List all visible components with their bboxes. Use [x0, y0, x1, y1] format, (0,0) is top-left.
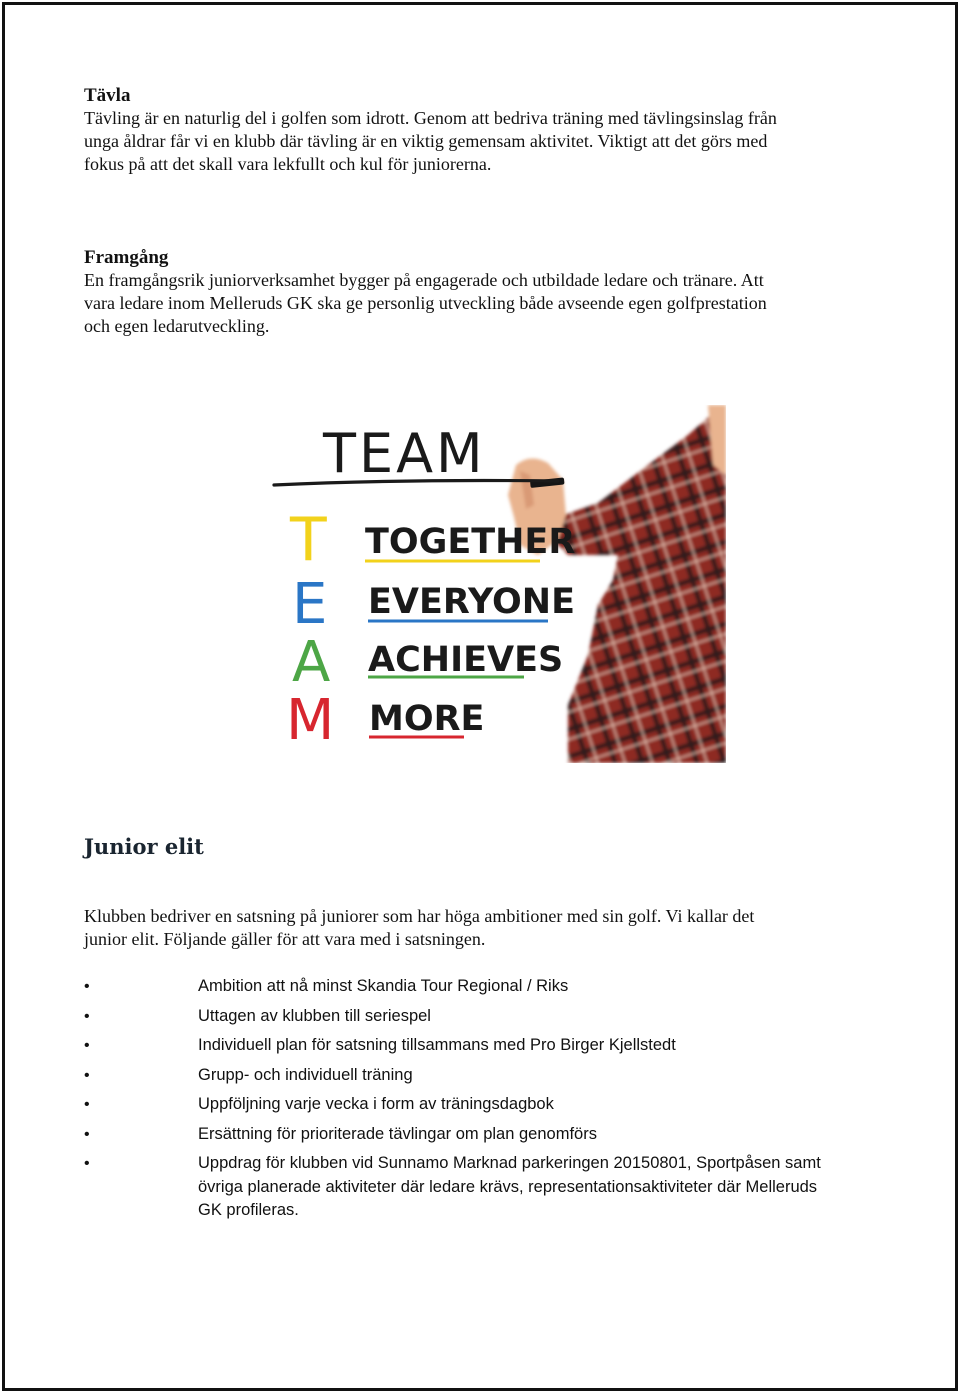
word-more: MORE — [369, 699, 485, 739]
list-item-text: övriga planerade aktiviteter där ledare krävs, representationsaktiviteter där Melleruds — [198, 1177, 818, 1196]
list-item — [84, 1034, 884, 1058]
paragraph-line: Tävling är en naturlig del i golfen som idrott. Genom att bedriva träning med tävlingsinslag från — [84, 108, 777, 128]
list-item-text: Individuell plan för satsning tillsammans med Pro Birger Kjellstedt — [198, 1036, 676, 1054]
bullet-icon: • — [84, 1125, 90, 1143]
word-achieves: ACHIEVES — [368, 640, 564, 680]
team-title: TEAM — [323, 422, 486, 485]
word-together: TOGETHER — [365, 522, 576, 562]
list-item — [84, 1064, 884, 1088]
paragraph-line: fokus på att det skall vara lekfullt och kul för juniorerna. — [84, 154, 492, 174]
section-heading-junior-elit: Junior elit — [84, 834, 204, 859]
list-item-text: Uppföljning varje vecka i form av träningsdagbok — [198, 1095, 554, 1113]
word-everyone: EVERYONE — [368, 582, 575, 622]
bullet-icon: • — [84, 1007, 90, 1025]
paragraph-line: och egen ledarutveckling. — [84, 316, 270, 336]
team-acronym-image — [268, 405, 726, 763]
paragraph-line: unga åldrar får vi en klubb där tävling är en viktig gemensam aktivitet. Viktigt att det görs med — [84, 131, 768, 151]
paragraph-tavla — [84, 107, 874, 176]
list-item — [84, 1123, 884, 1147]
bullet-icon: • — [84, 1155, 90, 1172]
paragraph-line: vara ledare inom Melleruds GK ska ge personlig utveckling både avseende egen golfprestation — [84, 293, 767, 313]
list-item-text: Uttagen av klubben till seriespel — [198, 1006, 431, 1025]
section-heading-framgang: Framgång — [84, 247, 169, 268]
requirements-list — [84, 975, 884, 1229]
paragraph-line: junior elit. Följande gäller för att vara med i satsningen. — [84, 929, 486, 949]
list-item — [84, 1093, 884, 1117]
letter-t: T — [290, 505, 327, 575]
list-item — [84, 1152, 884, 1223]
list-item — [84, 975, 884, 999]
letter-e: E — [292, 572, 328, 637]
section-heading-tavla: Tävla — [84, 85, 131, 106]
letter-a: A — [292, 630, 331, 695]
list-item-text: Ersättning för prioriterade tävlingar om plan genomförs — [198, 1124, 597, 1143]
list-item-text: Grupp- och individuell träning — [198, 1065, 413, 1084]
bullet-icon: • — [84, 978, 90, 995]
list-item-text: Ambition att nå minst Skandia Tour Regional / Riks — [198, 977, 569, 995]
bullet-icon: • — [84, 1096, 90, 1113]
bullet-icon: • — [84, 1066, 90, 1084]
paragraph-framgang — [84, 269, 874, 338]
paragraph-line: En framgångsrik juniorverksamhet bygger på engagerade och utbildade ledare och tränare. Att — [84, 270, 764, 290]
list-item — [84, 1005, 884, 1029]
letter-m: M — [286, 688, 335, 753]
paragraph-junior-elit — [84, 905, 874, 951]
bullet-icon: • — [84, 1037, 90, 1054]
list-item-text: Uppdrag för klubben vid Sunnamo Marknad parkeringen 20150801, Sportpåsen samt — [198, 1154, 821, 1172]
list-item-text: GK profileras. — [198, 1201, 299, 1219]
paragraph-line: Klubben bedriver en satsning på juniorer som har höga ambitioner med sin golf. Vi kallar det — [84, 906, 755, 926]
